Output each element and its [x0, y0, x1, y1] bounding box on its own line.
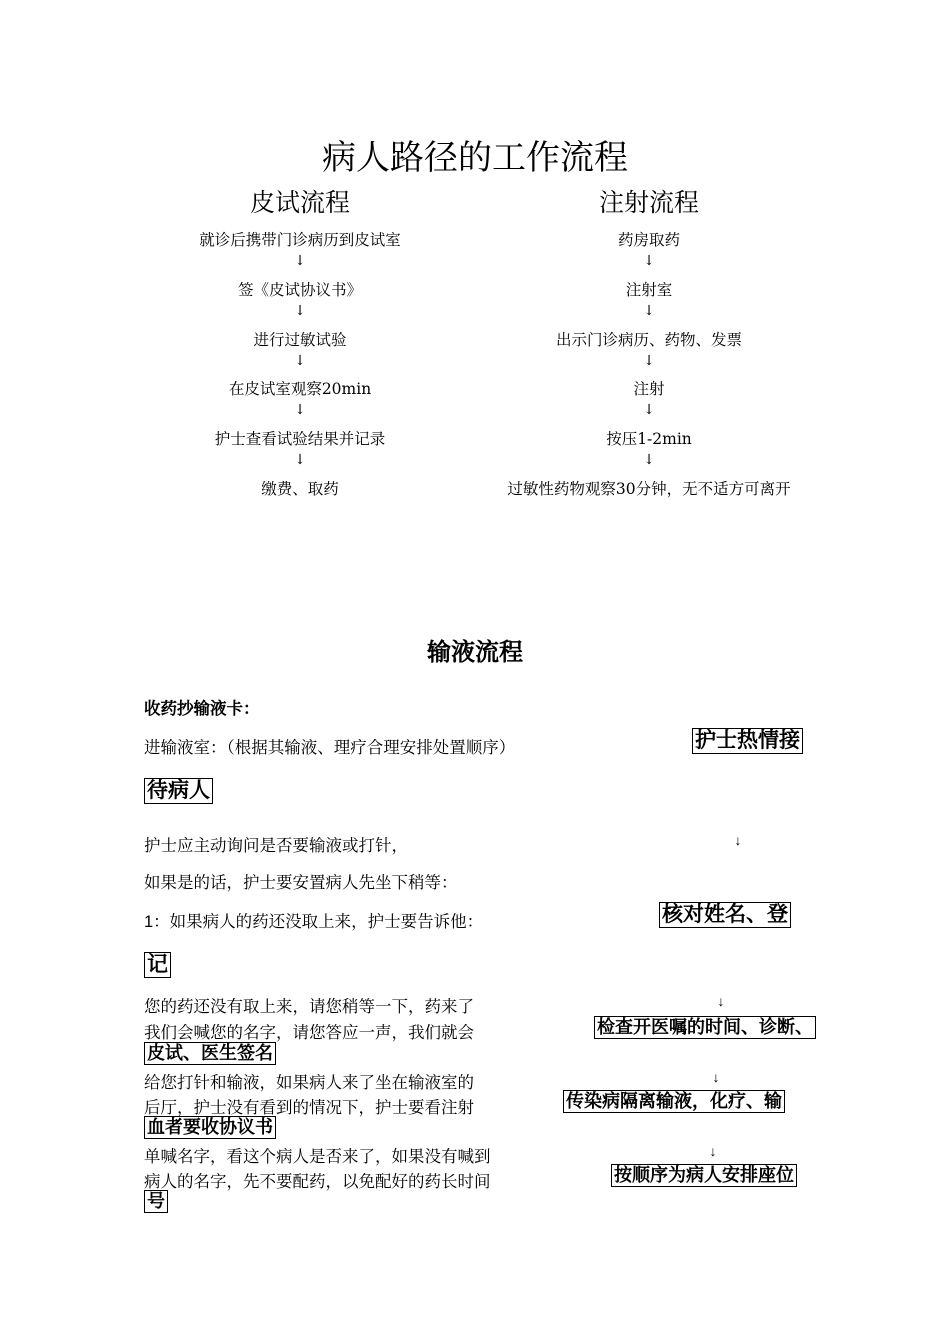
- down-arrow-icon: ↓: [294, 253, 306, 269]
- infusion-heading: 输液流程: [427, 639, 523, 666]
- infusion-line: 我们会喊您的名字，请您答应一声，我们就会: [144, 1024, 474, 1042]
- flow-box-verify-cont: 记: [144, 952, 171, 978]
- flow-box-check: 检查开医嘱的时间、诊断、: [594, 1016, 816, 1039]
- flow-box-greet-cont: 待病人: [144, 778, 213, 804]
- down-arrow-icon: ↓: [643, 402, 655, 418]
- down-arrow-icon: ↓: [734, 832, 742, 848]
- skin-test-heading: 皮试流程: [249, 188, 351, 217]
- infusion-line: 后厅，护士没有看到的情况下，护士要看注射: [144, 1099, 474, 1117]
- flow-box-check-cont: 皮试、医生签名: [144, 1042, 276, 1065]
- infusion-line: 您的药还没有取上来，请您稍等一下，药来了: [144, 998, 474, 1016]
- skin-test-step: 护士查看试验结果并记录: [214, 430, 386, 448]
- skin-test-step: 签《皮试协议书》: [237, 281, 363, 299]
- infusion-line: 1：如果病人的药还没取上来，护士要告诉他：: [144, 913, 484, 931]
- injection-step: 按压1-2min: [606, 430, 692, 448]
- down-arrow-icon: ↓: [643, 353, 655, 369]
- infusion-line: 给您打针和输液，如果病人来了坐在输液室的: [144, 1074, 474, 1092]
- injection-heading: 注射流程: [598, 188, 700, 217]
- flow-box-seating: 按顺序为病人安排座位: [611, 1164, 797, 1187]
- injection-step: 注射室: [625, 281, 673, 299]
- flow-box-isolation-cont: 血者要收协议书: [144, 1116, 276, 1139]
- down-arrow-icon: ↓: [712, 1069, 720, 1085]
- flow-box-greet: 护士热情接: [692, 728, 803, 754]
- skin-test-step: 缴费、取药: [261, 480, 339, 498]
- down-arrow-icon: ↓: [294, 452, 306, 468]
- flow-box-verify: 核对姓名、登: [659, 902, 791, 928]
- down-arrow-icon: ↓: [294, 402, 306, 418]
- injection-step: 出示门诊病历、药物、发票: [555, 331, 743, 349]
- infusion-line: 收药抄输液卡：: [144, 700, 260, 718]
- down-arrow-icon: ↓: [643, 303, 655, 319]
- down-arrow-icon: ↓: [717, 993, 725, 1009]
- infusion-line: 护士应主动询问是否要输液或打针，: [144, 837, 408, 855]
- down-arrow-icon: ↓: [643, 253, 655, 269]
- skin-test-step: 在皮试室观察20min: [228, 380, 372, 398]
- injection-step: 过敏性药物观察30分钟，无不适方可离开: [507, 480, 791, 498]
- down-arrow-icon: ↓: [294, 303, 306, 319]
- skin-test-step: 进行过敏试验: [253, 331, 347, 349]
- injection-step: 药房取药: [617, 231, 681, 249]
- page-title: 病人路径的工作流程: [322, 138, 628, 178]
- infusion-line: 如果是的话，护士要安置病人先坐下稍等：: [144, 874, 458, 892]
- down-arrow-icon: ↓: [643, 452, 655, 468]
- down-arrow-icon: ↓: [294, 353, 306, 369]
- infusion-line: 单喊名字，看这个病人是否来了，如果没有喊到: [144, 1148, 491, 1166]
- skin-test-step: 就诊后携带门诊病历到皮试室: [199, 231, 401, 249]
- infusion-line: 病人的名字，先不要配药，以免配好的药长时间: [144, 1173, 491, 1191]
- down-arrow-icon: ↓: [709, 1143, 717, 1159]
- injection-step: 注射: [633, 380, 665, 398]
- infusion-line: 进输液室：（根据其输液、理疗合理安排处置顺序）: [144, 739, 516, 757]
- flow-box-seating-cont: 号: [144, 1190, 168, 1213]
- flow-box-isolation: 传染病隔离输液，化疗、输: [563, 1090, 785, 1113]
